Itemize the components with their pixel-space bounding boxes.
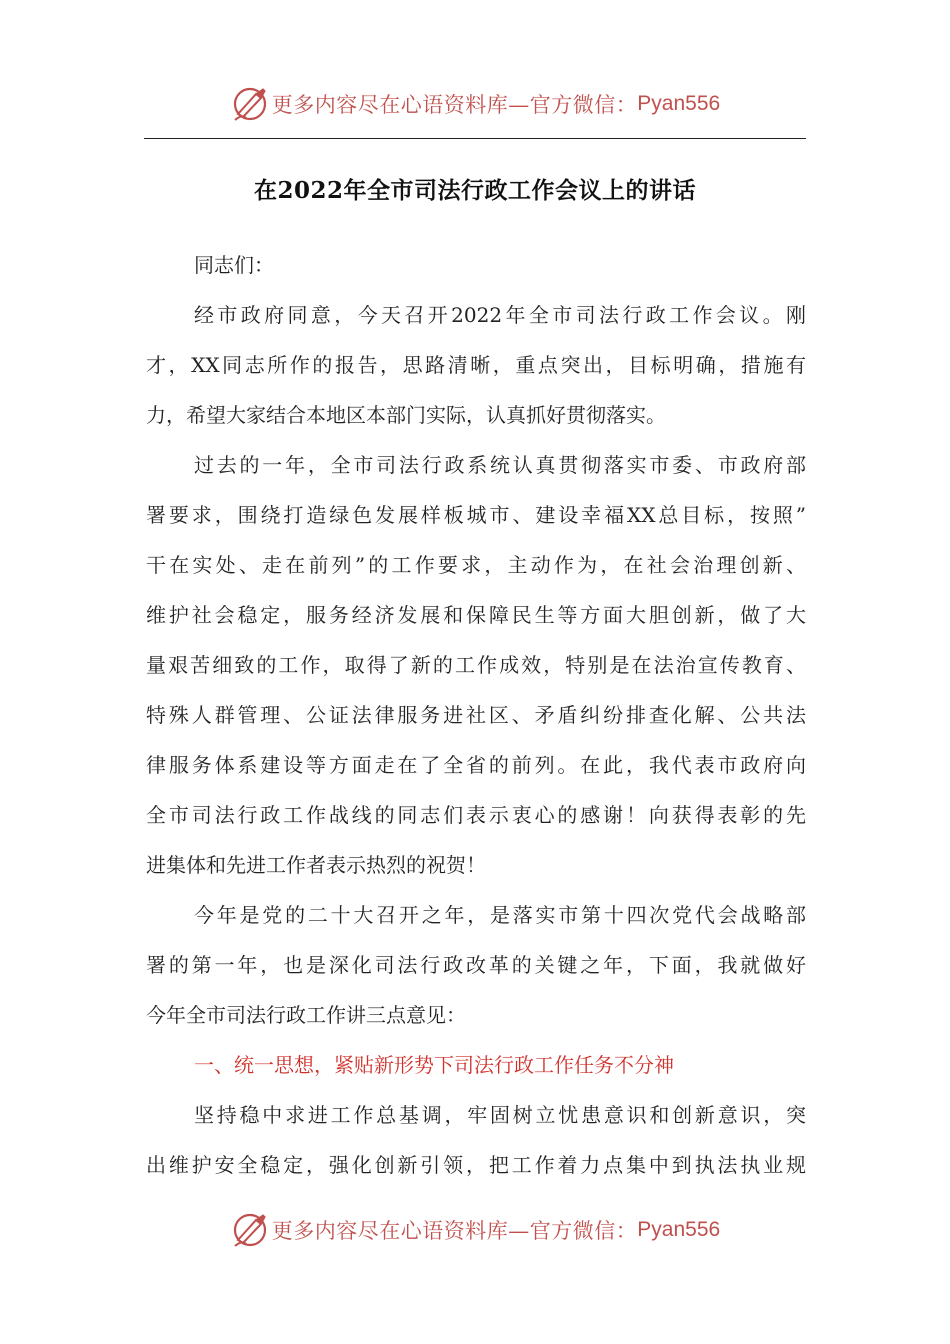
text-line: 维护社会稳定，服务经济发展和保障民生等方面大胆创新，做了大 <box>146 603 806 627</box>
document-title: 在2022年全市司法行政工作会议上的讲话 <box>253 177 696 204</box>
pen-nib-icon <box>230 84 270 124</box>
text-line: 署要求，围绕打造绿色发展样板城市、建设幸福XX总目标，按照” <box>146 503 806 527</box>
banner-wechat-id: Pyan556 <box>637 92 721 115</box>
text-line: 署的第一年，也是深化司法行政改革的关键之年，下面，我就做好 <box>146 953 806 977</box>
text-line: 坚持稳中求进工作总基调，牢固树立忧患意识和创新意识，突 <box>194 1103 806 1127</box>
header-banner <box>0 82 950 126</box>
text-line: 经市政府同意，今天召开2022年全市司法行政工作会议。刚 <box>194 303 806 327</box>
text-line: 律服务体系建设等方面走在了全省的前列。在此，我代表市政府向 <box>146 753 806 777</box>
text-line: 今年是党的二十大召开之年，是落实市第十四次党代会战略部 <box>194 903 806 927</box>
text-line: 今年全市司法行政工作讲三点意见： <box>146 1003 466 1027</box>
pen-nib-icon <box>230 1210 270 1250</box>
text-line: 过去的一年，全市司法行政系统认真贯彻落实市委、市政府部 <box>194 453 806 477</box>
text-line: 进集体和先进工作者表示热烈的祝贺！ <box>146 853 486 877</box>
header-divider <box>144 138 806 139</box>
text-line: 干在实处、走在前列”的工作要求，主动作为，在社会治理创新、 <box>146 553 806 577</box>
banner-text: 更多内容尽在心语资料库—官方微信： <box>271 1219 638 1243</box>
document-body <box>146 240 806 1190</box>
text-line: 出维护安全稳定，强化创新引领，把工作着力点集中到执法执业规 <box>146 1153 806 1177</box>
text-line: 力，希望大家结合本地区本部门实际，认真抓好贯彻落实。 <box>146 403 666 427</box>
banner-text: 更多内容尽在心语资料库—官方微信： <box>271 93 638 117</box>
text-line: 全市司法行政工作战线的同志们表示衷心的感谢！向获得表彰的先 <box>146 803 806 827</box>
section-heading: 一、统一思想，紧贴新形势下司法行政工作任务不分神 <box>194 1053 674 1077</box>
text-line: 特殊人群管理、公证法律服务进社区、矛盾纠纷排查化解、公共法 <box>146 703 806 727</box>
footer-banner <box>0 1208 950 1252</box>
salutation: 同志们： <box>194 253 274 277</box>
text-line: 量艰苦细致的工作，取得了新的工作成效，特别是在法治宣传教育、 <box>146 653 806 677</box>
banner-wechat-id: Pyan556 <box>637 1218 721 1241</box>
text-line: 才，XX同志所作的报告，思路清晰，重点突出，目标明确，措施有 <box>146 353 806 377</box>
